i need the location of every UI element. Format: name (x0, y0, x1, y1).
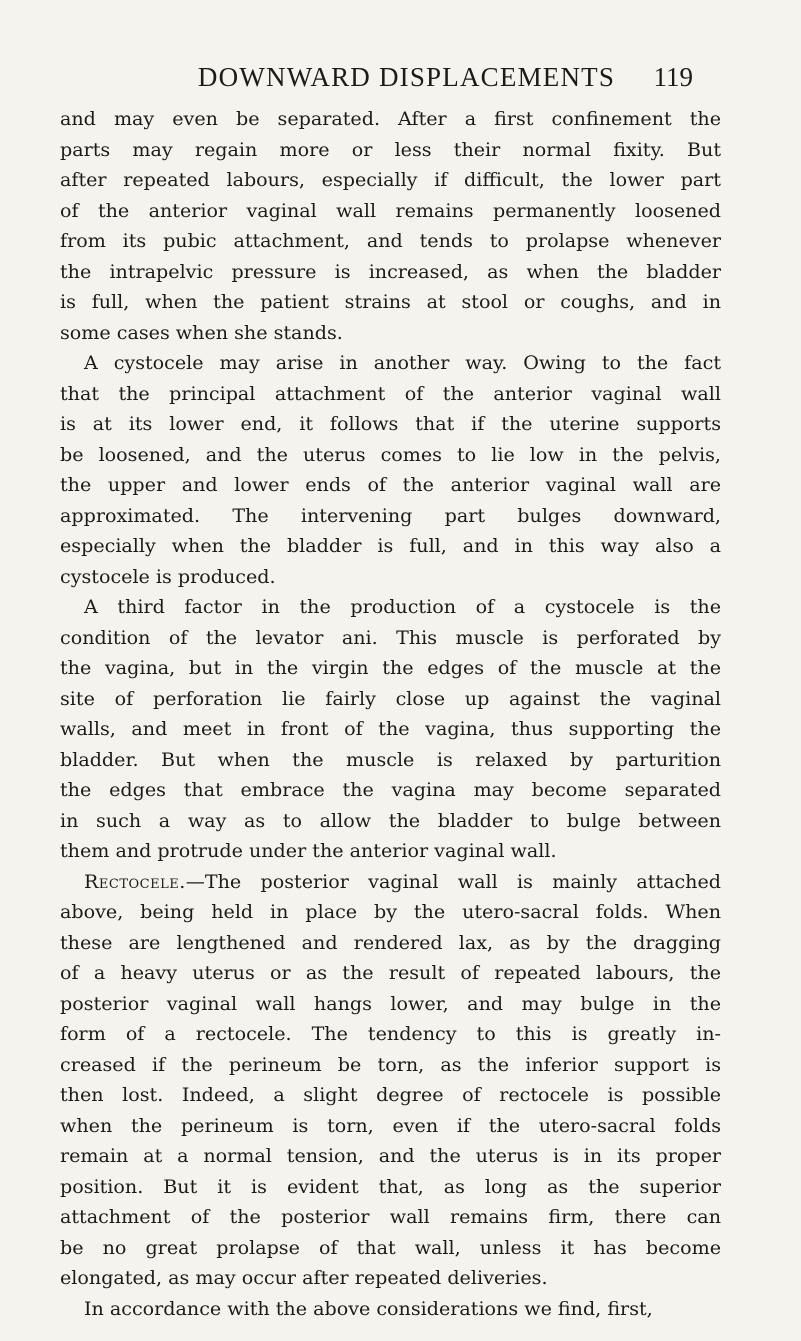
text-line: In accordance with the above considerations we find, first, (84, 1296, 653, 1320)
text-line: the intrapelvic pressure is increased, as when the bladder (60, 259, 721, 283)
text-line (60, 867, 721, 898)
text-line: site of perforation lie fairly close up against the vaginal (60, 686, 721, 710)
text-line: of a heavy uterus or as the result of repeated labours, the (60, 961, 721, 984)
text-line: walls, and meet in front of the vagina, thus supporting the (60, 717, 721, 740)
text-line: from its pubic attachment, and tends to prolapse whenever (60, 229, 721, 252)
text-line: some cases when she stands. (60, 320, 343, 344)
text-line: is at its lower end, it follows that if the uterine supports (60, 412, 721, 435)
text-line: that the principal attachment of the anterior vaginal wall (60, 381, 721, 405)
text-line: after repeated labours, especially if difficult, the lower part (60, 168, 721, 191)
text-line: the edges that embrace the vagina may become separated (60, 778, 721, 801)
text-line: above, being held in place by the utero-sacral folds. When (60, 900, 721, 923)
text-line: cystocele is produced. (60, 564, 276, 588)
text-line: condition of the levator ani. This muscle is perforated by (60, 625, 721, 649)
running-title: DOWNWARD DISPLACEMENTS (197, 62, 616, 92)
text-line: position. But it is evident that, as long as the superior (60, 1174, 721, 1198)
text-line: in such a way as to allow the bladder to bulge between (60, 808, 721, 832)
text-line: attachment of the posterior wall remains firm, there can (60, 1205, 721, 1228)
text-line: the upper and lower ends of the anterior vaginal wall are (60, 473, 721, 496)
text-line: be loosened, and the uterus comes to lie low in the pelvis, (60, 442, 721, 466)
running-header (120, 60, 693, 94)
text-line: elongated, as may occur after repeated deliveries. (60, 1266, 548, 1289)
text-line: the vagina, but in the virgin the edges of the muscle at the (60, 656, 721, 679)
text-line: these are lengthened and rendered lax, as by the dragging (60, 930, 721, 954)
text-line: approximated. The intervening part bulges downward, (60, 503, 721, 527)
page-number: 119 (653, 62, 693, 92)
text-line: creased if the perineum be torn, as the inferior support is (60, 1052, 721, 1076)
text-line: remain at a normal tension, and the uterus is in its proper (60, 1144, 721, 1167)
text-line: be no great prolapse of that wall, unless it has become (60, 1235, 721, 1259)
text-line: parts may regain more or less their normal fixity. But (60, 137, 721, 161)
text-line: of the anterior vaginal wall remains permanently loosened (60, 198, 721, 222)
text-line: posterior vaginal wall hangs lower, and may bulge in the (60, 991, 721, 1015)
body-text (60, 104, 721, 1324)
text-line: and may even be separated. After a first confinement the (60, 107, 721, 130)
text-line: A third factor in the production of a cystocele is the (84, 595, 721, 618)
text-line: then lost. Indeed, a slight degree of rectocele is possible (60, 1083, 721, 1106)
text-line: form of a rectocele. The tendency to this is greatly in- (60, 1022, 721, 1045)
text-line: bladder. But when the muscle is relaxed by parturition (60, 747, 721, 771)
text-line: especially when the bladder is full, and in this way also a (60, 534, 721, 557)
text-line: is full, when the patient strains at stool or coughs, and in (60, 290, 721, 313)
section-heading-rectocele: Rectocele. (84, 869, 186, 893)
text-line: when the perineum is torn, even if the utero-sacral folds (60, 1113, 721, 1137)
text-line: them and protrude under the anterior vaginal wall. (60, 839, 557, 862)
heading-line-rest: —The posterior vaginal wall is mainly attached (185, 869, 721, 893)
text-line: A cystocele may arise in another way. Owing to the fact (84, 351, 721, 374)
